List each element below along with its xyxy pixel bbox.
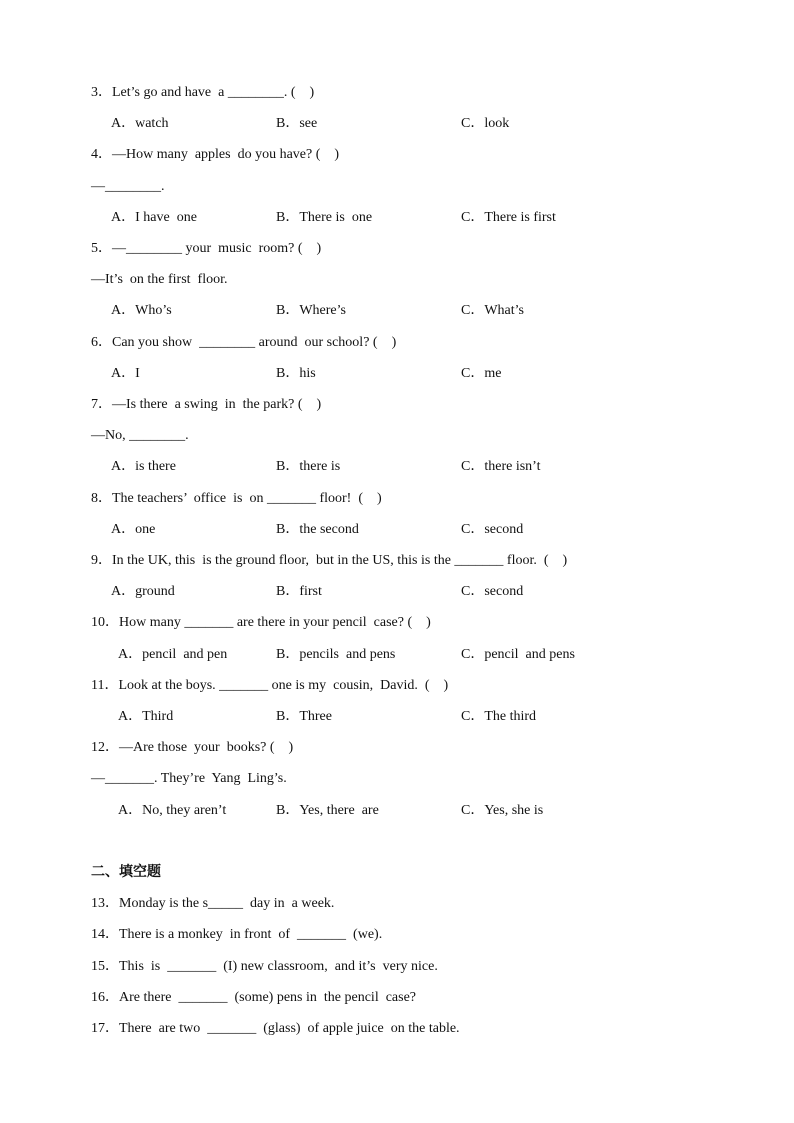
q10-option-b: B．pencils and pens xyxy=(276,647,396,662)
q4-option-c: C．There is first xyxy=(461,210,556,225)
question-10: 10．How many _______ are there in your pencil case? ( ) xyxy=(91,615,431,630)
q3-option-a: A．watch xyxy=(111,116,169,131)
q8-option-c: C．second xyxy=(461,522,524,537)
fill-item-15: 15．This is _______ (I) new classroom, and it’s very nice. xyxy=(91,959,438,974)
q9-option-b: B．first xyxy=(276,584,322,599)
section-2-title: 二、填空题 xyxy=(91,864,161,880)
q5-answer-line: —It’s on the first floor. xyxy=(91,272,228,287)
q9-option-a: A．ground xyxy=(111,584,175,599)
q3-option-b: B．see xyxy=(276,116,318,131)
q11-option-a: A．Third xyxy=(118,709,174,724)
question-9: 9．In the UK, this is the ground floor, but in the US, this is the _______ floor. ( ) xyxy=(91,553,568,568)
question-5: 5．—________ your music room? ( ) xyxy=(91,241,322,256)
question-6: 6．Can you show ________ around our school? ( ) xyxy=(91,335,397,350)
q7-option-c: C．there isn’t xyxy=(461,459,541,474)
question-3: 3．Let’s go and have a ________. ( ) xyxy=(91,85,315,100)
question-8: 8．The teachers’ office is on _______ floor! ( ) xyxy=(91,491,382,506)
q7-option-b: B．there is xyxy=(276,459,341,474)
q6-option-a: A．I xyxy=(111,366,140,381)
fill-item-16: 16．Are there _______ (some) pens in the pencil case? xyxy=(91,990,417,1005)
q12-answer-line: —_______. They’re Yang Ling’s. xyxy=(91,771,287,786)
q11-option-c: C．The third xyxy=(461,709,537,724)
q12-option-b: B．Yes, there are xyxy=(276,803,379,818)
q9-option-c: C．second xyxy=(461,584,524,599)
q6-option-c: C．me xyxy=(461,366,502,381)
question-12: 12．—Are those your books? ( ) xyxy=(91,740,294,755)
q5-option-b: B．Where’s xyxy=(276,303,346,318)
question-11: 11．Look at the boys. _______ one is my cousin, David. ( ) xyxy=(91,678,449,693)
fill-item-13: 13．Monday is the s_____ day in a week. xyxy=(91,896,335,911)
q6-option-b: B．his xyxy=(276,366,316,381)
fill-item-17: 17．There are two _______ (glass) of apple juice on the table. xyxy=(91,1021,460,1036)
q5-option-c: C．What’s xyxy=(461,303,524,318)
q7-answer-line: —No, ________. xyxy=(91,428,189,443)
q8-option-a: A．one xyxy=(111,522,156,537)
q10-option-a: A．pencil and pen xyxy=(118,647,228,662)
question-4: 4．—How many apples do you have? ( ) xyxy=(91,147,340,162)
q12-option-a: A．No, they aren’t xyxy=(118,803,227,818)
q4-answer-line: —________. xyxy=(91,179,165,194)
q3-option-c: C．look xyxy=(461,116,510,131)
q11-option-b: B．Three xyxy=(276,709,332,724)
q7-option-a: A．is there xyxy=(111,459,176,474)
fill-item-14: 14．There is a monkey in front of _______ (we). xyxy=(91,927,383,942)
q12-option-c: C．Yes, she is xyxy=(461,803,544,818)
q8-option-b: B．the second xyxy=(276,522,359,537)
q5-option-a: A．Who’s xyxy=(111,303,172,318)
q4-option-b: B．There is one xyxy=(276,210,373,225)
q4-option-a: A．I have one xyxy=(111,210,197,225)
question-7: 7．—Is there a swing in the park? ( ) xyxy=(91,397,322,412)
q10-option-c: C．pencil and pens xyxy=(461,647,575,662)
